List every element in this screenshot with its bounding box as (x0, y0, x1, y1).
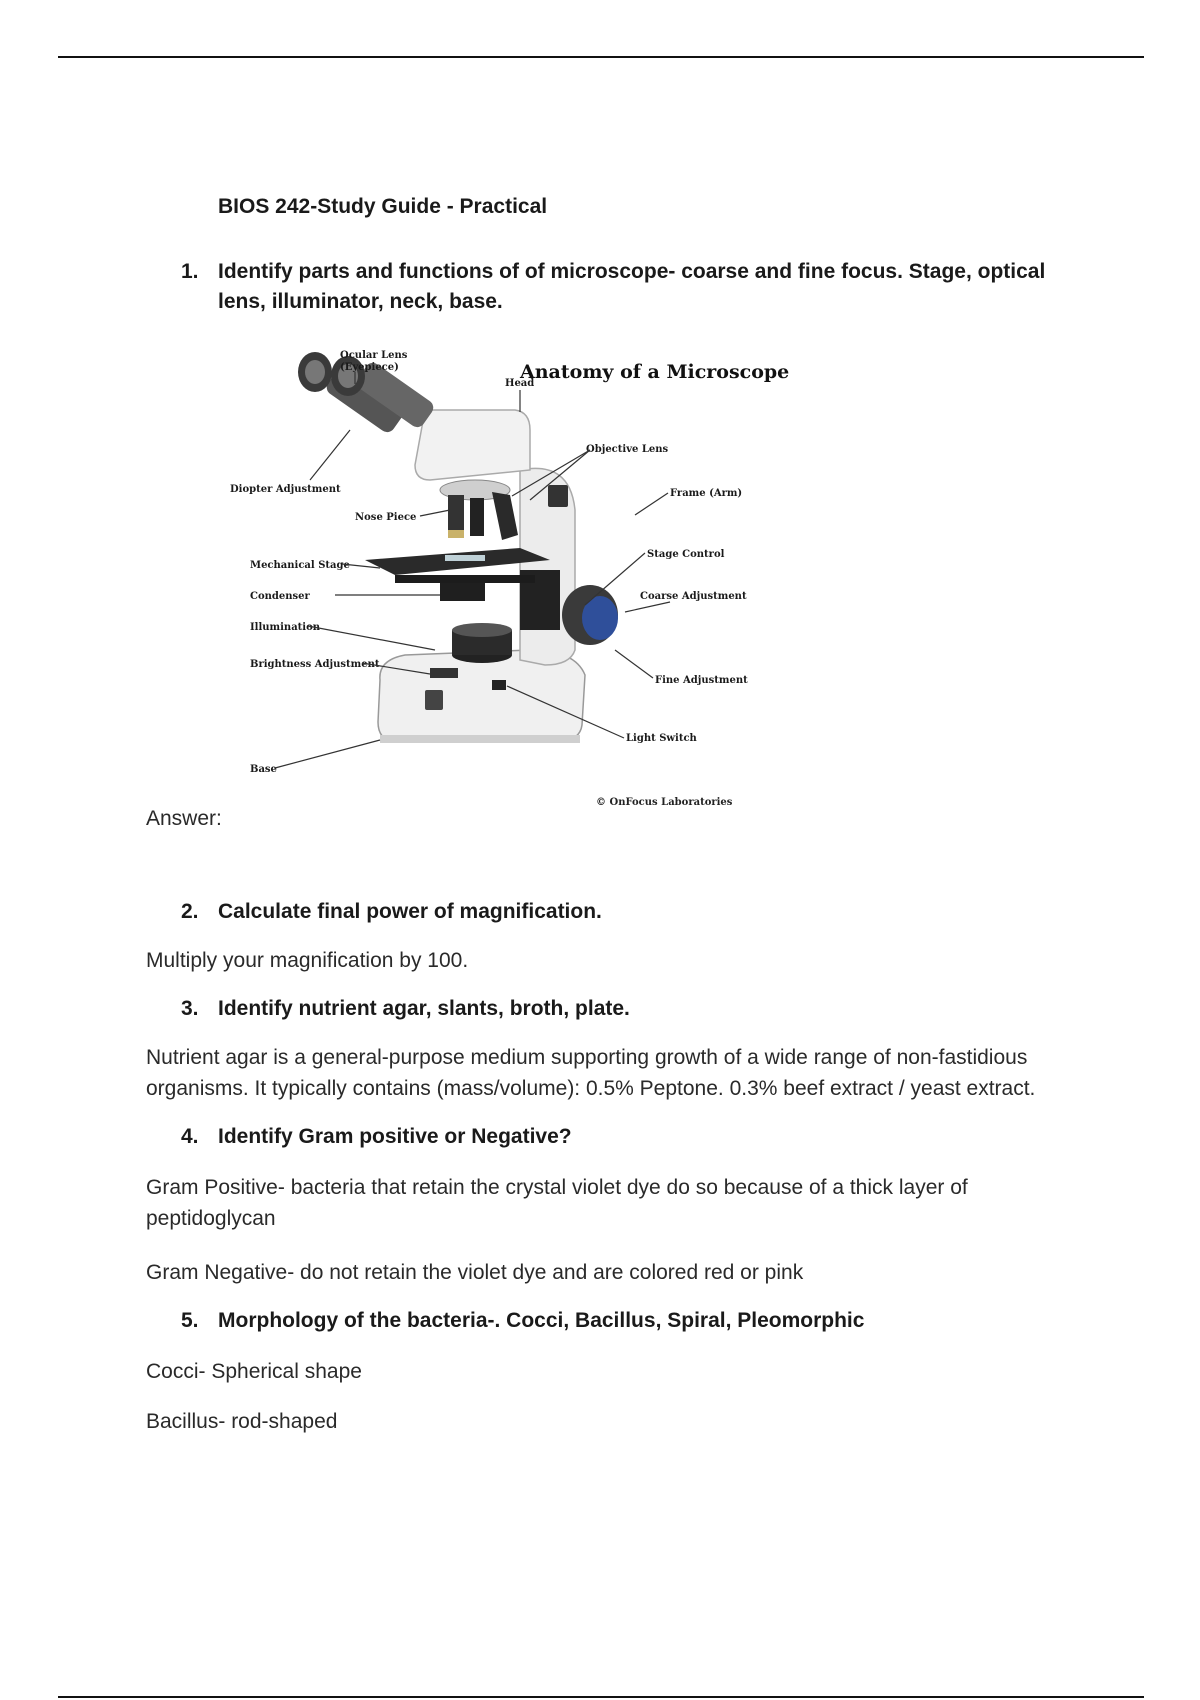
question-number: 2. (181, 900, 199, 923)
label-diopter-adjustment: Diopter Adjustment (230, 484, 341, 495)
label-eyepiece: (Eyepiece) (340, 362, 399, 373)
question-number: 1. (181, 260, 199, 283)
label-frame-arm: Frame (Arm) (670, 488, 743, 499)
answer-q2: Multiply your magnification by 100. (146, 949, 469, 972)
brightness-dial (430, 668, 458, 678)
question-text: Identify Gram positive or Negative? (218, 1125, 572, 1148)
question-text: Calculate final power of magnification. (218, 900, 602, 923)
label-illumination: Illumination (250, 622, 321, 633)
question-text: Identify nutrient agar, slants, broth, plate. (218, 997, 630, 1020)
question-number: 4. (181, 1125, 199, 1148)
label-stage-control: Stage Control (647, 549, 725, 560)
objective-1 (448, 495, 464, 535)
answer-gram-positive: Gram Positive- bacteria that retain the crystal violet dye do so because of a thick layer of peptidoglycan (146, 1176, 968, 1230)
question-number: 5. (181, 1309, 199, 1332)
label-ocular-lens: Ocular Lens (340, 350, 408, 361)
condenser-shape (440, 583, 485, 601)
microscope-figure (230, 350, 790, 815)
figure-title: Anatomy of a Microscope (520, 361, 790, 383)
label-objective-lens: Objective Lens (586, 444, 669, 455)
objective-3 (492, 492, 518, 540)
base-edge (380, 735, 580, 743)
answer-label: Answer: (146, 807, 222, 830)
label-base: Base (250, 764, 277, 775)
label-head: Head (505, 378, 535, 389)
label-condenser: Condenser (250, 591, 310, 602)
microscope-diagram (230, 350, 790, 815)
answer-gram-negative: Gram Negative- do not retain the violet dye and are colored red or pink (146, 1261, 804, 1284)
answer-bacillus: Bacillus- rod-shaped (146, 1410, 338, 1433)
label-light-switch: Light Switch (626, 733, 697, 744)
label-fine-adjustment: Fine Adjustment (655, 675, 748, 686)
objective-2 (470, 498, 484, 536)
top-rule (58, 56, 1144, 58)
label-nose-piece: Nose Piece (355, 512, 417, 523)
answer-cocci: Cocci- Spherical shape (146, 1360, 362, 1383)
base-logo (425, 690, 443, 710)
question-text: Morphology of the bacteria-. Cocci, Bacillus, Spiral, Pleomorphic (218, 1309, 865, 1332)
bottom-rule (58, 1696, 1144, 1698)
head-shape (415, 410, 530, 480)
question-text: Identify parts and functions of of microscope- coarse and fine focus. Stage, optical lens, illuminator, neck, base. (218, 260, 1046, 313)
label-coarse-adjustment: Coarse Adjustment (640, 591, 747, 602)
label-mechanical-stage: Mechanical Stage (250, 560, 350, 571)
label-brightness-adjustment: Brightness Adjustment (250, 659, 380, 670)
document-title: BIOS 242-Study Guide - Practical (218, 195, 548, 218)
question-number: 3. (181, 997, 199, 1020)
figure-copyright: © OnFocus Laboratories (596, 797, 733, 808)
light-switch-shape (492, 680, 506, 690)
answer-q3: Nutrient agar is a general-purpose medium supporting growth of a wide range of non-fastidious organisms. It typically contains (mass/volume): 0.5% Peptone. 0.3% beef extract / yeast extract. (146, 1046, 1036, 1100)
